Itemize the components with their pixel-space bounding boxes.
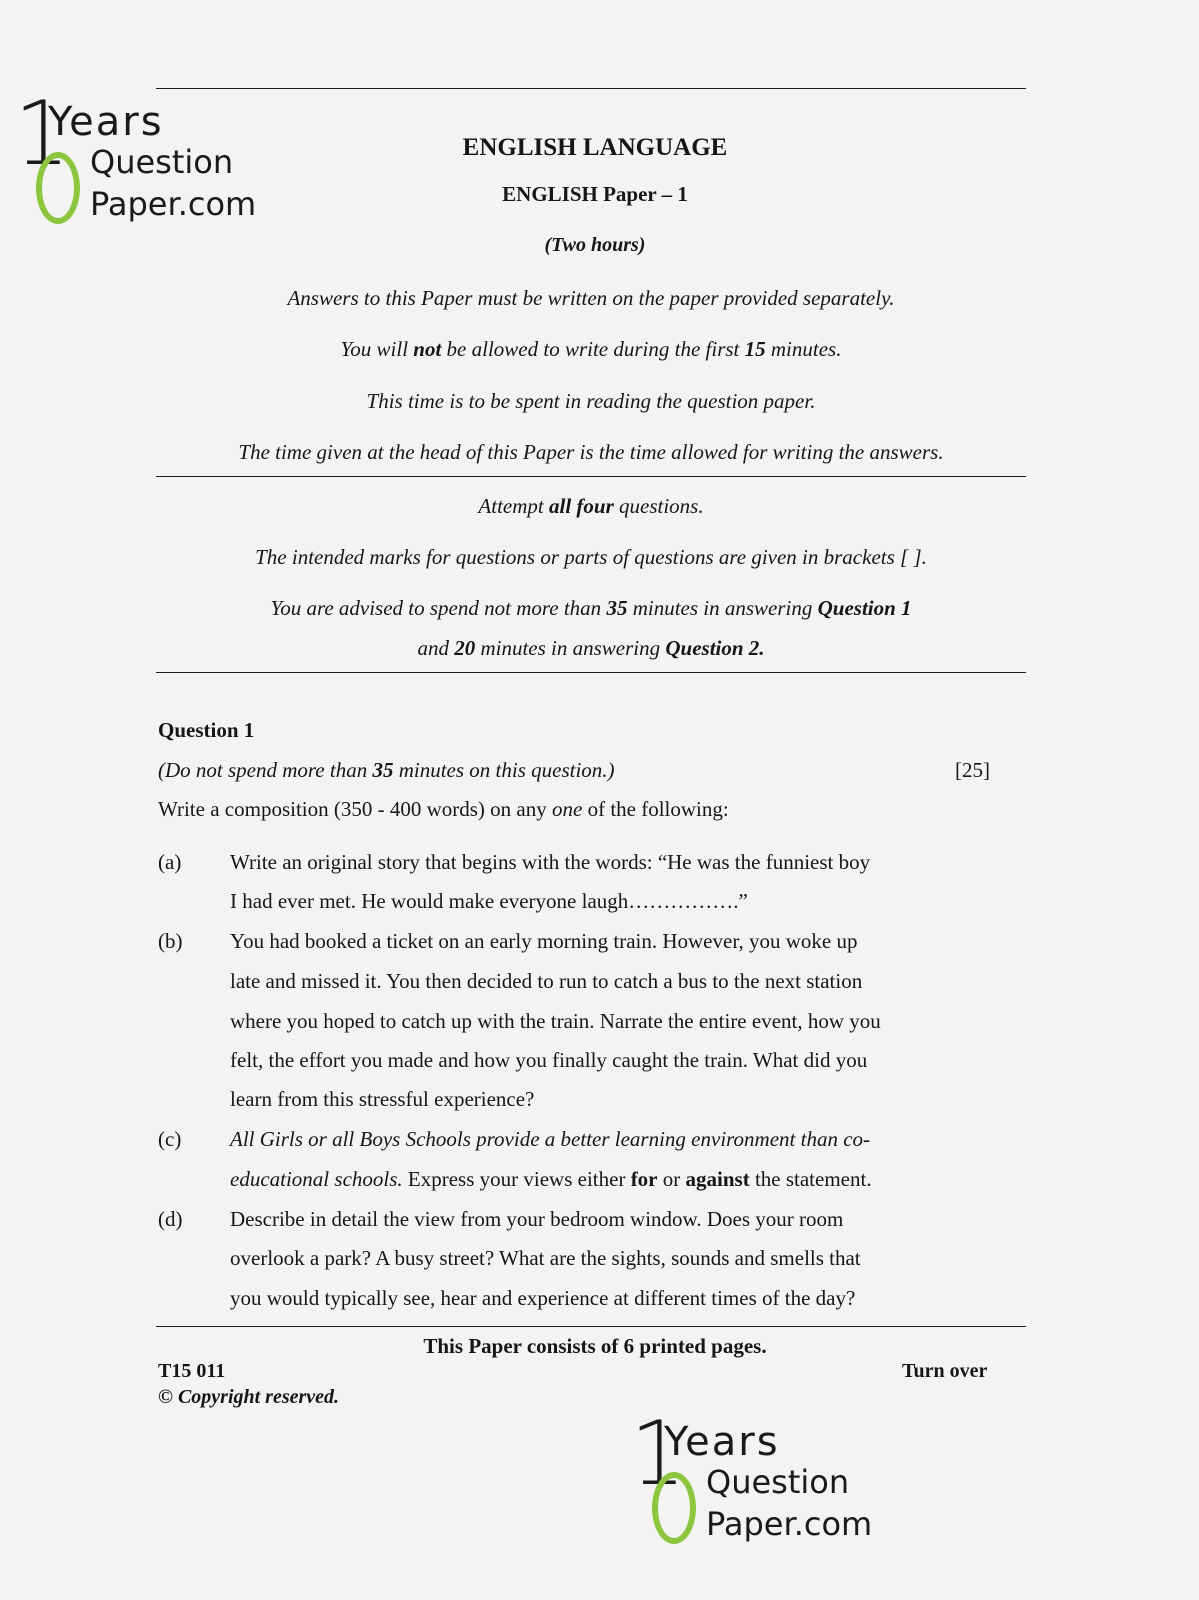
option-c-label: (c) <box>158 1127 182 1151</box>
q1-note-post: minutes on this question.) <box>393 758 615 782</box>
logo-digit-zero <box>652 1472 696 1544</box>
logo-digit-one: 1 <box>14 82 70 185</box>
q1-prompt-one: one <box>552 797 583 821</box>
instruction-line-4: The time given at the head of this Paper is the time allowed for writing the answers. <box>238 440 944 464</box>
instr2-bold-not: not <box>413 337 442 361</box>
option-d-line-1: Describe in detail the view from your bedroom window. Does your room <box>230 1207 844 1231</box>
c-line2-italic: educational schools. <box>230 1167 403 1191</box>
advice1-question: Question 1 <box>817 596 912 620</box>
option-b-label: (b) <box>158 929 183 953</box>
advice-line-2 <box>156 636 1026 661</box>
attempt-bold: all four <box>548 494 614 518</box>
advice2-mid: minutes in answering <box>475 636 666 660</box>
option-b-line-5: learn from this stressful experience? <box>230 1087 535 1111</box>
logo-question-text: Question <box>706 1463 850 1501</box>
attempt-pre: Attempt <box>478 494 549 518</box>
c-line2-pre: Express your views either <box>402 1167 631 1191</box>
logo-question-text: Question <box>90 143 234 181</box>
footer-rule <box>156 1326 1026 1327</box>
option-c-line-1: All Girls or all Boys Schools provide a better learning environment than co- <box>230 1127 871 1151</box>
advice1-bold: 35 <box>606 596 628 620</box>
option-a-line-2: I had ever met. He would make everyone laugh…………….” <box>230 889 748 913</box>
question-1-heading: Question 1 <box>158 718 255 742</box>
question-1-marks: [25] <box>955 758 990 782</box>
logo-paper-text: Paper.com <box>706 1505 873 1543</box>
advice2-question: Question 2. <box>665 636 765 660</box>
option-d-line-2: overlook a park? A busy street? What are the sights, sounds and smells that <box>230 1246 861 1270</box>
c-line2-post: the statement. <box>749 1167 872 1191</box>
copyright: © Copyright reserved. <box>158 1386 340 1408</box>
page-count: This Paper consists of 6 printed pages. <box>423 1334 767 1358</box>
paper-subtitle: ENGLISH Paper – 1 <box>502 182 688 206</box>
q1-note-bold: 35 <box>372 758 394 782</box>
logo-digit-one: 1 <box>630 1402 686 1505</box>
q1-prompt-post: of the following: <box>582 797 729 821</box>
paper-duration: (Two hours) <box>544 234 646 256</box>
option-b-line-4: felt, the effort you made and how you finally caught the train. What did you <box>230 1048 868 1072</box>
instructions-rule <box>156 476 1026 477</box>
advice1-mid: minutes in answering <box>627 596 818 620</box>
advice1-pre: You are advised to spend not more than <box>270 596 607 620</box>
paper-code: T15 011 <box>158 1360 226 1382</box>
logo-paper-text: Paper.com <box>90 185 257 223</box>
logo-years-text: Years <box>664 1419 780 1465</box>
advice2-pre: and <box>417 636 455 660</box>
watermark-logo-top <box>14 82 274 240</box>
watermark-logo-bottom <box>630 1402 890 1560</box>
option-b-line-3: where you hoped to catch up with the train. Narrate the entire event, how you <box>230 1009 881 1033</box>
paper-title: ENGLISH LANGUAGE <box>462 134 728 161</box>
option-a-label: (a) <box>158 850 182 874</box>
option-a-line-1: Write an original story that begins with the words: “He was the funniest boy <box>230 850 871 874</box>
marks-note: The intended marks for questions or parts of questions are given in brackets [ ]. <box>255 545 927 569</box>
logo-years-text: Years <box>48 99 164 145</box>
turn-over: Turn over <box>902 1360 988 1382</box>
option-b-line-2: late and missed it. You then decided to run to catch a bus to the next station <box>230 969 863 993</box>
c-line2-for: for <box>630 1167 658 1191</box>
option-b-line-1: You had booked a ticket on an early morning train. However, you woke up <box>230 929 858 953</box>
instr2-pre: You will <box>340 337 414 361</box>
q1-note-pre: (Do not spend more than <box>158 758 373 782</box>
advice-line-1 <box>156 596 1026 621</box>
instruction-line-1: Answers to this Paper must be written on the paper provided separately. <box>287 286 895 310</box>
instr2-mid: be allowed to write during the first <box>441 337 745 361</box>
c-line2-or: or <box>657 1167 686 1191</box>
question-1-prompt <box>158 797 729 822</box>
c-line2-against: against <box>685 1167 750 1191</box>
attempt-post: questions. <box>613 494 704 518</box>
option-c-line-2 <box>230 1167 952 1192</box>
instruction-line-2 <box>156 337 1026 362</box>
section-rule <box>156 672 1026 673</box>
advice2-bold: 20 <box>454 636 476 660</box>
logo-digit-zero <box>36 152 80 224</box>
question-1-note <box>158 758 615 783</box>
instruction-line-3: This time is to be spent in reading the question paper. <box>366 389 816 413</box>
attempt-instruction <box>156 494 1026 519</box>
option-d-line-3: you would typically see, hear and experience at different times of the day? <box>230 1286 856 1310</box>
instr2-post: minutes. <box>765 337 842 361</box>
option-d-label: (d) <box>158 1207 183 1231</box>
instr2-bold-15: 15 <box>744 337 766 361</box>
q1-prompt-pre: Write a composition (350 - 400 words) on any <box>158 797 552 821</box>
top-rule <box>156 88 1026 89</box>
